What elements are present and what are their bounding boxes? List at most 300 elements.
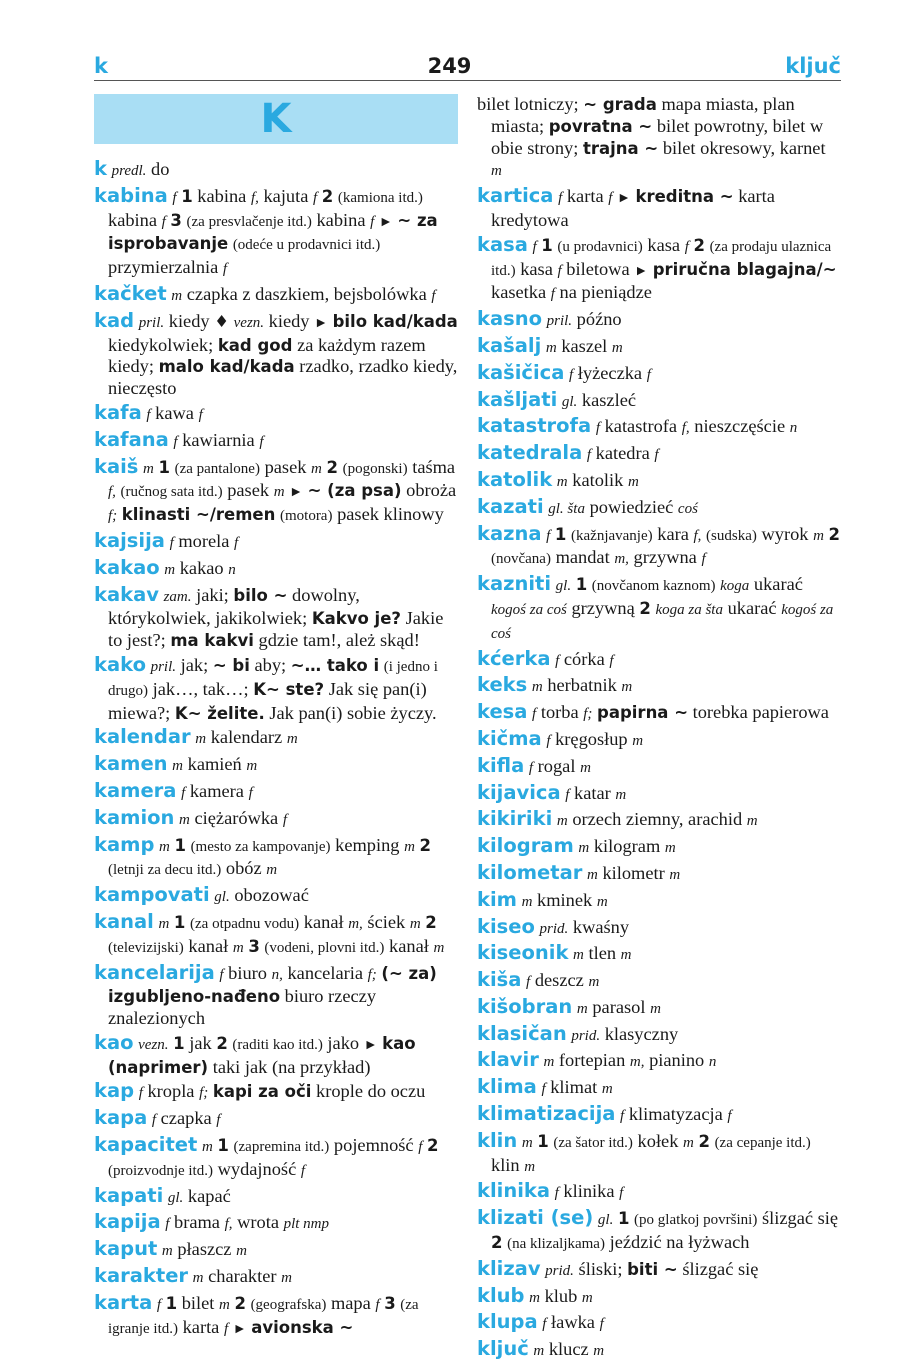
grammar-label: n [228, 561, 236, 578]
grammar-label: m [632, 732, 644, 749]
grammar-label: m [404, 838, 415, 855]
dictionary-entry [94, 1032, 458, 1079]
headword: kilometar [477, 860, 583, 884]
translation: kropla [147, 1081, 195, 1102]
bold-phrase: kao (naprimer) [108, 1033, 416, 1077]
page-number: 249 [427, 54, 472, 78]
translation: jak…, tak…; [152, 678, 249, 699]
sense-note: (za otpadnu vodu) [190, 915, 300, 932]
translation: klucz [548, 1339, 589, 1360]
translation: gdzie tam!, ależ skąd! [258, 630, 420, 651]
headword: kičma [477, 726, 542, 750]
dictionary-entry [94, 283, 458, 308]
translation: wrota [237, 1212, 279, 1233]
translation: rogal [537, 755, 576, 776]
translation: Jak się pan(i) miewa?; [108, 678, 427, 723]
grammar-label: m [161, 1243, 173, 1260]
bold-phrase: 1 [165, 1293, 178, 1313]
grammar-label: f, [681, 420, 690, 437]
translation: kilometr [602, 862, 665, 883]
headword: kiseonik [477, 941, 569, 965]
grammar-label: f [684, 238, 689, 255]
grammar-label: f [609, 652, 614, 669]
headword: kasno [477, 307, 543, 331]
grammar-label: f [554, 1185, 559, 1202]
translation: za każdym razem kiedy; [108, 334, 426, 377]
grammar-label: m [273, 484, 285, 501]
translation: śliski; [578, 1258, 623, 1279]
grammar-label: f [701, 551, 706, 568]
grammar-label: f [161, 213, 166, 230]
grammar-label: f; [583, 706, 593, 723]
dictionary-entry [94, 402, 458, 427]
grammar-label: kogoś za coś [491, 601, 567, 618]
translation: kabina [108, 209, 158, 230]
grammar-label: m [201, 1139, 213, 1156]
headword: kabina [94, 183, 168, 207]
right-column [477, 94, 841, 1365]
translation: ukarać [753, 574, 803, 595]
translation: kamień [187, 754, 242, 775]
grammar-label: m [813, 527, 824, 544]
dictionary-entry [477, 1023, 841, 1048]
translation: krople do oczu [316, 1081, 426, 1102]
headword: kap [94, 1079, 135, 1103]
grammar-label: koga [720, 578, 750, 595]
grammar-label: f [198, 406, 203, 423]
translation: kara [657, 523, 689, 544]
bold-phrase: ~ za isprobavanje [108, 210, 438, 254]
sense-note: (ručnog sata itd.) [120, 484, 223, 501]
grammar-label: f [223, 1320, 229, 1337]
translation: kalendarz [210, 727, 283, 748]
headword: kancelarija [94, 960, 215, 984]
grammar-label: m [158, 915, 170, 932]
translation: nieszczęście [694, 416, 786, 437]
grammar-label: f [526, 974, 531, 991]
translation: kanał [303, 911, 344, 932]
dictionary-entry [94, 884, 458, 909]
grammar-label: f [532, 706, 537, 723]
headword: kako [94, 652, 146, 676]
grammar-label: f [541, 1081, 546, 1098]
headword: kesa [477, 700, 528, 724]
headword: klima [477, 1075, 537, 1099]
headword: kad [94, 308, 135, 332]
grammar-label: m [409, 915, 421, 932]
headword: klavir [477, 1048, 539, 1072]
dictionary-entry [477, 942, 841, 967]
sense-note: (za prodaju ulaznica itd.) [491, 238, 832, 279]
headword: kakao [94, 555, 160, 579]
dictionary-entry [477, 1076, 841, 1101]
translation: obozować [234, 885, 309, 906]
dictionary-entry [477, 674, 841, 699]
headword: kartica [477, 184, 554, 208]
translation: pasek [264, 456, 307, 477]
translation: kiedykolwiek; [108, 334, 214, 355]
grammar-label: gl. [214, 889, 230, 906]
translation: klin [491, 1154, 520, 1175]
translation: córka [563, 648, 605, 669]
headword: kijavica [477, 780, 561, 804]
translation: klimat [550, 1077, 598, 1098]
bold-phrase: 1 [537, 1131, 549, 1151]
translation: biuro rzeczy znalezionych [108, 986, 377, 1029]
translation: charakter [208, 1266, 277, 1287]
grammar-label: f [595, 420, 600, 437]
grammar-label: f [727, 1108, 732, 1125]
grammar-label: f [282, 811, 287, 828]
dictionary-entry [94, 780, 458, 805]
bold-phrase: 2 [326, 457, 338, 477]
dictionary-entry [477, 728, 841, 753]
grammar-label: m [171, 287, 183, 304]
translation: kemping [335, 834, 400, 855]
dictionary-entry [94, 1292, 458, 1341]
grammar-label: m [531, 679, 543, 696]
headword: kikiriki [477, 807, 553, 831]
bold-phrase: biti ~ [627, 1259, 678, 1279]
translation: ciężarówka [194, 807, 279, 828]
translation: kamera [189, 780, 244, 801]
grammar-label: m [159, 838, 170, 855]
translation: katedra [595, 443, 650, 464]
grammar-label: gl. [597, 1212, 614, 1229]
grammar-label: f [550, 286, 555, 303]
dictionary-entry [94, 1107, 458, 1132]
headword: kilogram [477, 834, 574, 858]
grammar-label: pril. [150, 658, 177, 675]
translation: Jak pan(i) sobie życzy. [269, 702, 437, 723]
grammar-label: m [195, 731, 207, 748]
dictionary-entry [94, 911, 458, 960]
dictionary-entry [94, 1211, 458, 1236]
translation: dowolny, którykolwiek, jakikolwiek; [108, 584, 360, 629]
bold-phrase: 1 [575, 575, 588, 595]
bold-phrase: 1 [617, 1209, 630, 1229]
dictionary-entry [477, 469, 841, 494]
grammar-label: f [169, 534, 174, 551]
grammar-label: f, [250, 189, 259, 206]
grammar-label: f [375, 1296, 380, 1313]
dictionary-entry [477, 362, 841, 387]
bold-phrase: ~ (za psa) [307, 481, 402, 501]
translation: biletowa [566, 258, 630, 279]
translation: klasyczny [604, 1023, 679, 1044]
grammar-label: gl. [561, 393, 578, 410]
translation: kasetka [491, 282, 547, 303]
headword: klimatizacija [477, 1102, 616, 1126]
dictionary-entry [477, 234, 841, 306]
translation: fortepian [558, 1050, 626, 1071]
bold-phrase: 1 [217, 1136, 229, 1156]
grammar-label: f [542, 1316, 547, 1333]
grammar-label: m [611, 339, 623, 356]
sense-note: (televizijski) [108, 939, 184, 956]
grammar-label: f [222, 261, 228, 278]
translation: klub [544, 1285, 578, 1306]
grammar-label: m [683, 1134, 694, 1151]
sense-note: (novčana) [491, 551, 551, 568]
sense-note: (za cepanje itd.) [714, 1134, 811, 1151]
dictionary-entry [94, 584, 458, 652]
grammar-label: m [669, 866, 681, 883]
translation: karta [182, 1316, 220, 1337]
dictionary-entry [477, 1338, 841, 1363]
dictionary-entry [477, 862, 841, 887]
dictionary-entry [94, 753, 458, 778]
bold-phrase: 1 [173, 912, 186, 932]
bold-phrase: kreditna ~ [635, 187, 734, 207]
headword: kasa [477, 232, 528, 256]
grammar-label: f [528, 759, 534, 776]
dictionary-entry [477, 835, 841, 860]
bold-phrase: 2 [828, 524, 841, 544]
bold-phrase: 2 [234, 1293, 246, 1313]
arrow-icon: ► [617, 191, 631, 207]
bold-phrase: ma kakvi [170, 631, 254, 651]
translation: grzywną [571, 597, 635, 618]
dictionary-entry [94, 456, 458, 528]
arrow-icon: ► [634, 263, 649, 279]
headword: kišobran [477, 994, 573, 1018]
grammar-label: gl. [167, 1189, 184, 1206]
dictionary-entry [477, 782, 841, 807]
translation: jako [327, 1032, 360, 1053]
translation: kasa [520, 258, 553, 279]
bold-phrase: povratna ~ [548, 116, 653, 136]
bold-phrase: priručna blagajna/~ [652, 259, 837, 279]
headword: kačket [94, 281, 167, 305]
grammar-label: m [580, 759, 591, 776]
translation: na pieniądze [559, 282, 652, 303]
left-column [94, 94, 458, 1342]
headword: kafana [94, 427, 169, 451]
grammar-label: pril. [138, 314, 165, 331]
translation: kabina [197, 185, 247, 206]
bold-phrase: ~… tako i [290, 655, 380, 675]
headword: katedrala [477, 441, 583, 465]
grammar-label: zam. [163, 588, 192, 605]
bold-phrase: avionska ~ [251, 1317, 354, 1337]
bold-phrase: K~ ste? [253, 679, 325, 699]
grammar-label: f [565, 786, 570, 803]
grammar-label: m, [629, 1054, 645, 1071]
bold-phrase: ~ grada [583, 95, 657, 114]
grammar-label: m, [614, 551, 629, 568]
bold-phrase: papirna ~ [597, 703, 689, 723]
running-head-first: k [94, 54, 108, 78]
bold-phrase: 3 [384, 1293, 396, 1313]
bold-phrase: 3 [170, 210, 182, 230]
headword: kamen [94, 752, 168, 776]
grammar-label: f; [108, 508, 118, 525]
translation: karta [566, 186, 604, 207]
dictionary-entry [477, 389, 841, 414]
bold-phrase: 2 [427, 1136, 439, 1156]
header-rule [94, 80, 841, 81]
grammar-label: m [246, 758, 258, 775]
sense-note: (po glatkoj površini) [634, 1212, 758, 1229]
grammar-label: f [259, 433, 264, 450]
dictionary-entry [94, 158, 458, 183]
translation: taki jak (na przykład) [212, 1056, 371, 1077]
bold-phrase: 2 [216, 1033, 228, 1053]
headword: kapija [94, 1210, 161, 1234]
translation: mandat [555, 547, 610, 568]
translation: kasa [647, 234, 681, 255]
grammar-label: coś [677, 500, 698, 517]
headword: kapacitet [94, 1133, 198, 1157]
bold-phrase: bilo ~ [233, 585, 288, 605]
grammar-label: f [370, 213, 375, 230]
dictionary-entry [477, 1285, 841, 1310]
translation: kawa [155, 402, 194, 423]
dictionary-entry [94, 557, 458, 582]
grammar-label: m [556, 813, 568, 830]
translation: kiedy [268, 310, 310, 331]
bold-phrase: 2 [419, 835, 432, 855]
sense-note: (proizvodnje itd.) [108, 1162, 213, 1179]
grammar-label: m [143, 460, 154, 477]
sense-note: (kamiona itd.) [337, 189, 423, 206]
translation: kaszel [561, 335, 608, 356]
grammar-label: koga za šta [655, 601, 723, 618]
translation: bilet powrotny, bilet w obie strony; [491, 115, 824, 158]
sense-note: (na klizaljkama) [507, 1236, 605, 1253]
grammar-label: f [620, 1108, 625, 1125]
grammar-label: f [181, 784, 186, 801]
sense-note: (geografska) [250, 1296, 327, 1313]
bold-phrase: 1 [181, 186, 193, 206]
headword: kapa [94, 1106, 148, 1130]
grammar-label: f [219, 966, 224, 983]
headword: klub [477, 1283, 525, 1307]
dictionary-entry [477, 1130, 841, 1179]
grammar-label: m [601, 1081, 613, 1098]
bold-phrase: 3 [248, 936, 260, 956]
dictionary-entry [477, 94, 841, 183]
dictionary-entry [94, 834, 458, 883]
headword: k [94, 157, 107, 180]
headword: kašičica [477, 360, 565, 384]
headword: kim [477, 887, 517, 911]
arrow-icon: ► [289, 485, 303, 501]
bold-phrase: 1 [158, 457, 170, 477]
translation: ślizgać się [761, 1208, 839, 1229]
headword: kazniti [477, 572, 552, 596]
headword: katolik [477, 467, 553, 491]
headword: kifla [477, 753, 525, 777]
grammar-label: m [281, 1270, 292, 1287]
grammar-label: m [664, 840, 676, 857]
arrow-icon: ► [314, 315, 328, 331]
grammar-label: f [546, 527, 551, 544]
translation: kapać [187, 1185, 231, 1206]
grammar-label: m [588, 974, 600, 991]
translation: katar [574, 782, 611, 803]
grammar-label: vezn. [233, 314, 265, 331]
headword: klizav [477, 1256, 541, 1280]
dictionary-entry [477, 523, 841, 572]
running-head-last: ključ [785, 54, 841, 78]
bold-phrase: 2 [321, 186, 334, 206]
grammar-label: m [266, 862, 278, 879]
grammar-label: m [219, 1296, 230, 1313]
dictionary-entry [477, 648, 841, 673]
translation: kwaśny [572, 916, 630, 937]
headword: kamp [94, 832, 155, 856]
headword: klasičan [477, 1021, 567, 1045]
translation: późno [576, 309, 622, 330]
grammar-label: f [532, 238, 537, 255]
arrow-icon: ► [378, 214, 393, 230]
sense-note: (pogonski) [342, 460, 408, 477]
headword: ključ [477, 1337, 529, 1361]
grammar-label: f [172, 189, 177, 206]
translation: pasek [227, 480, 270, 501]
translation: pojemność [333, 1135, 414, 1156]
headword: kanal [94, 909, 154, 933]
sense-note: (za šator itd.) [553, 1134, 633, 1151]
translation: kancelaria [287, 962, 364, 983]
grammar-label: m [179, 811, 190, 828]
translation: czapka [160, 1108, 212, 1129]
grammar-label: f [138, 1085, 143, 1102]
dictionary-entry [477, 335, 841, 360]
dictionary-entry [477, 185, 841, 232]
translation: grzywna [633, 547, 697, 568]
dictionary-entry [94, 726, 458, 751]
translation: czapka z daszkiem, bejsbolówka [186, 283, 427, 304]
grammar-label: m [232, 939, 244, 956]
grammar-label: m [533, 1343, 545, 1360]
grammar-label: pril. [546, 313, 573, 330]
dictionary-entry [94, 530, 458, 555]
dictionary-entry [477, 1207, 841, 1256]
grammar-label: f [151, 1112, 157, 1129]
headword: kiša [477, 968, 522, 992]
translation: kilogram [593, 836, 661, 857]
translation: do [151, 159, 170, 179]
bold-phrase: kad god [217, 335, 293, 355]
dictionary-entry [477, 1049, 841, 1074]
grammar-label: m [524, 1158, 536, 1175]
grammar-label: m [286, 731, 298, 748]
headword: kampovati [94, 883, 210, 907]
grammar-label: predl. [111, 163, 147, 179]
translation: kiedy [168, 310, 210, 331]
headword: klin [477, 1128, 518, 1152]
grammar-label: f [431, 287, 436, 304]
translation: deszcz [534, 970, 584, 991]
grammar-label: f [216, 1112, 221, 1129]
grammar-label: f [557, 262, 562, 279]
grammar-label: f [173, 433, 178, 450]
headword: karta [94, 1290, 153, 1314]
dictionary-entry [477, 969, 841, 994]
sense-note: (u prodavnici) [557, 238, 643, 255]
sense-note: (sudska) [706, 527, 757, 544]
translation: morela [178, 530, 230, 551]
dictionary-entry [94, 1238, 458, 1263]
headword: kiseo [477, 914, 535, 938]
translation: tlen [588, 943, 617, 964]
translation: torebka papierowa [692, 702, 829, 723]
dictionary-entry [94, 429, 458, 454]
sense-note: (zapremina itd.) [233, 1139, 330, 1156]
